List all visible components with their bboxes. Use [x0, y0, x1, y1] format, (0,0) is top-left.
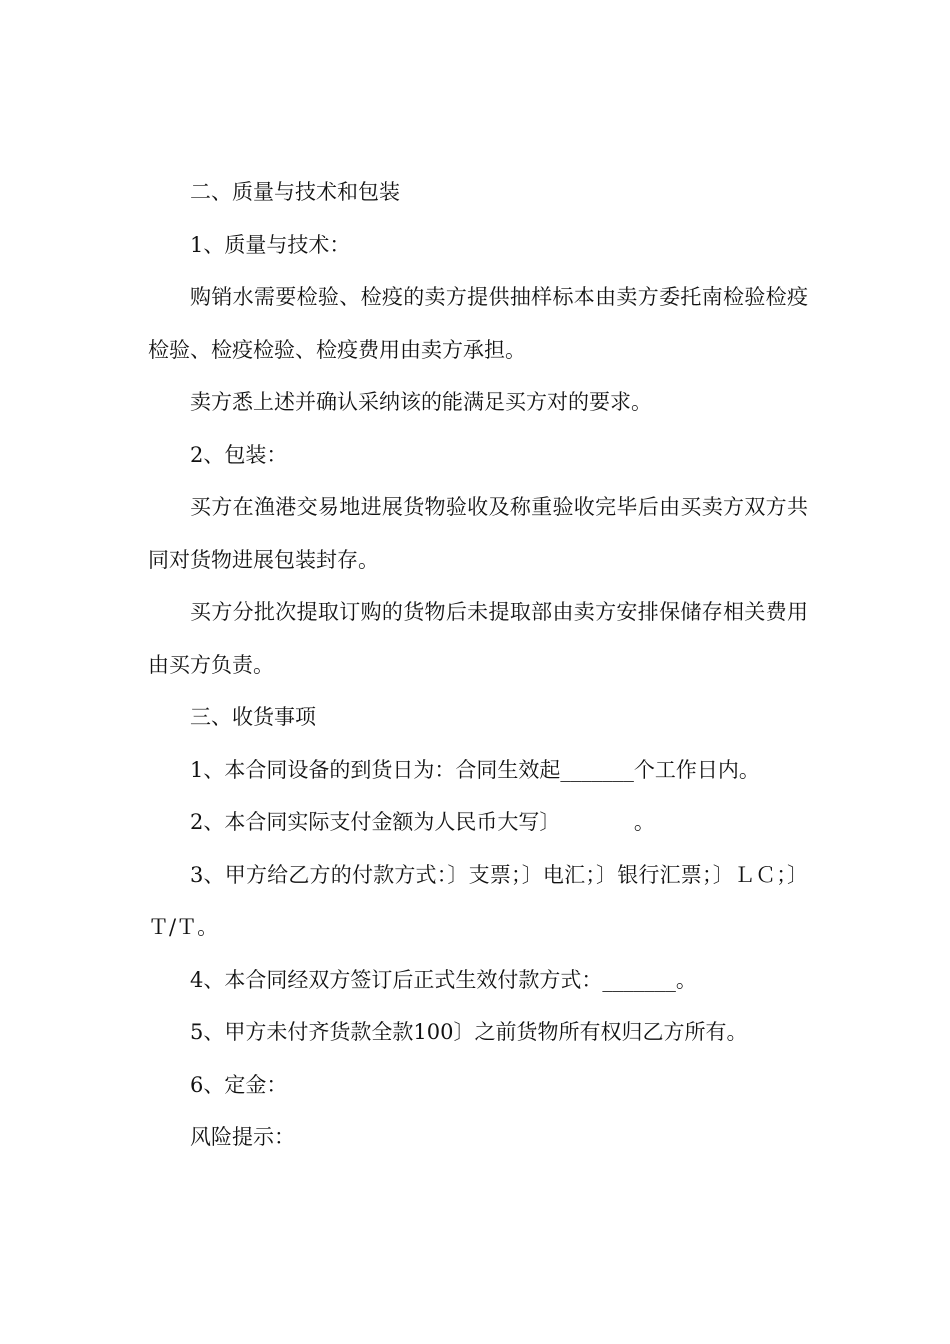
paragraph-seller-confirm: 卖方悉上述并确认采纳该的能满足买方对的要求。 [190, 390, 652, 414]
subsection-quality-technology: 1、质量与技术： [190, 232, 351, 257]
paragraph-batch-pickup: 买方分批次提取订购的货物后未提取部由卖方安排保储存相关费用由买方负责。 [148, 600, 808, 677]
clause-deposit: 6、定金： [190, 1072, 288, 1097]
clause-payment-amount: 2、本合同实际支付金额为人民币大写〕 。 [190, 810, 655, 834]
section-heading-quality-packaging: 二、质量与技术和包装 [190, 180, 400, 204]
clause-delivery-date: 1、本合同设备的到货日为：合同生效起_______个工作日内。 [190, 757, 760, 782]
clause-payment-methods: 3、甲方给乙方的付款方式：〕支票；〕电汇；〕银行汇票；〕ＬＣ；〕Ｔ/Ｔ。 [148, 862, 808, 939]
section-heading-receiving: 三、收货事项 [190, 705, 316, 729]
subsection-packaging: 2、包装： [190, 442, 288, 467]
paragraph-packaging-sealing: 买方在渔港交易地进展货物验收及称重验收完毕后由买卖方双方共同对货物进展包装封存。 [148, 495, 808, 572]
clause-ownership: 5、甲方未付齐货款全款100〕之前货物所有权归乙方所有。 [190, 1020, 748, 1044]
clause-payment-terms: 4、本合同经双方签订后正式生效付款方式：_______。 [190, 967, 697, 992]
paragraph-inspection: 购销水需要检验、检疫的卖方提供抽样标本由卖方委托南检验检疫检验、检疫检验、检疫费用由卖方承担。 [148, 285, 808, 362]
risk-warning-heading: 风险提示： [190, 1125, 295, 1149]
document-body [148, 166, 808, 1164]
